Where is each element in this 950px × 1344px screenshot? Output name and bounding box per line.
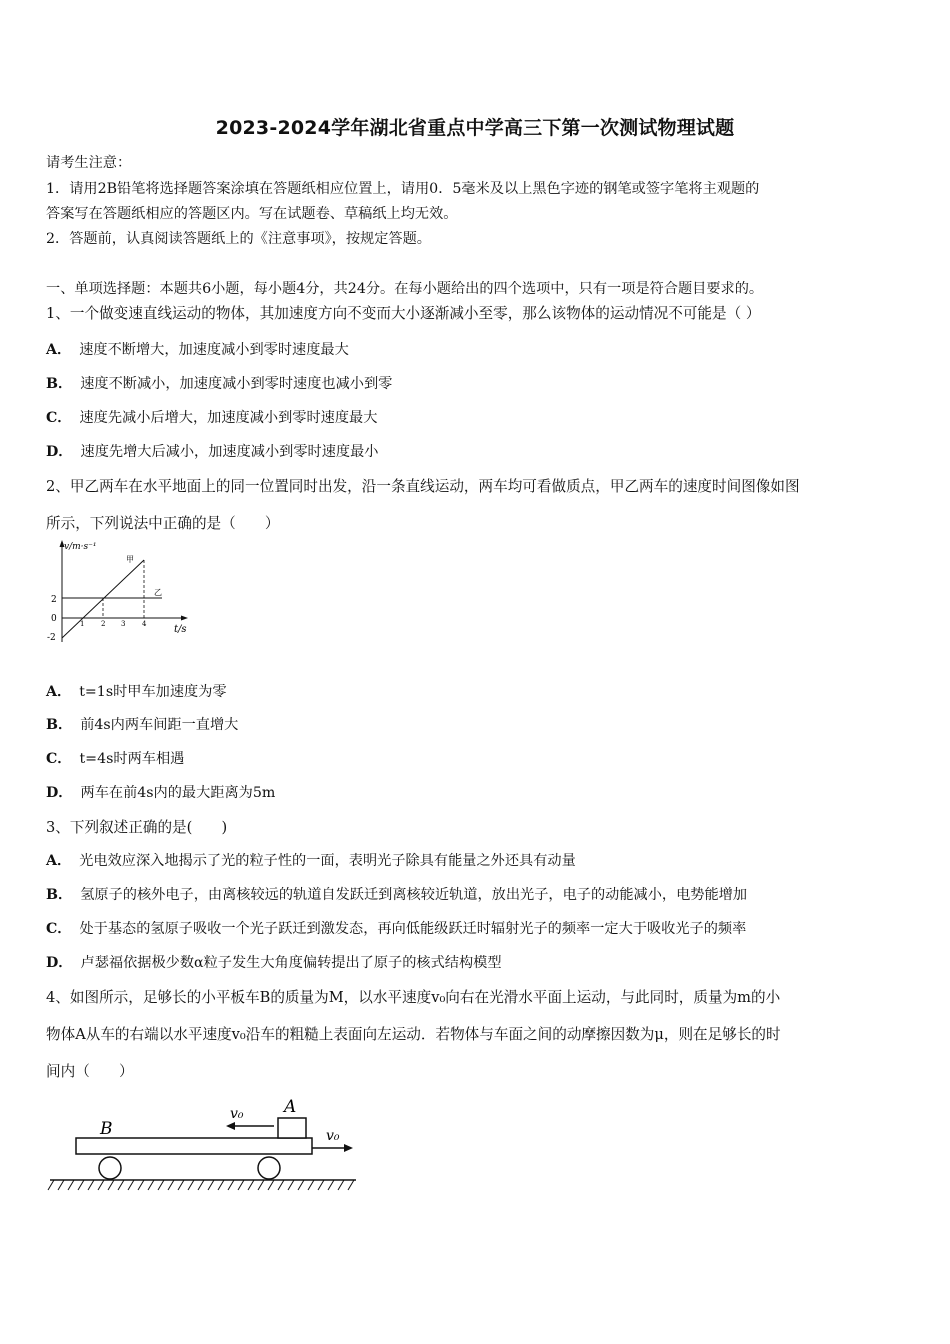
option-label: B．	[46, 887, 73, 903]
question-1-stem: 1、一个做变速直线运动的物体，其加速度方向不变而大小逐渐减小至零，那么该物体的运动情况不可能是（ ）	[46, 305, 761, 322]
option-label: D．	[46, 785, 73, 801]
cart-wheel-left	[99, 1157, 121, 1179]
option-text: 光电效应深入地揭示了光的粒子性的一面，表明光子除具有能量之外还具有动量	[79, 853, 576, 869]
notice-line-1: 1．请用2B铅笔将选择题答案涂填在答题纸相应位置上，请用0．5毫米及以上黑色字迹的钢笔或签字笔将主观题的	[46, 181, 760, 197]
question-4-stem-line-1: 4、如图所示，足够长的小平板车B的质量为M，以水平速度v₀向右在光滑水平面上运动，与此同时，质量为m的小	[46, 989, 781, 1006]
question-1-option-b	[46, 373, 392, 393]
cart-block-diagram	[44, 1090, 364, 1200]
option-text: 卢瑟福依据极少数α粒子发生大角度偏转提出了原子的核式结构模型	[80, 955, 502, 971]
question-1-option-c	[46, 407, 377, 427]
cart-wheel-right	[258, 1157, 280, 1179]
option-text: t=1s时甲车加速度为零	[79, 684, 227, 700]
question-4-stem-line-2: 物体A从车的右端以水平速度v₀沿车的粗糙上表面向左运动．若物体与车面之间的动摩擦因数为μ，则在足够长的时	[46, 1026, 781, 1043]
option-text: 速度先减小后增大，加速度减小到零时速度最大	[79, 410, 378, 426]
notice-heading: 请考生注意：	[46, 155, 132, 171]
label-b: B	[100, 1119, 113, 1139]
y-tick-neg2: -2	[47, 633, 56, 643]
question-2-option-a	[46, 681, 227, 701]
option-label: A．	[46, 853, 72, 869]
series-jia-label: 甲	[126, 555, 134, 564]
label-a: A	[284, 1097, 297, 1117]
t-axis-arrow	[181, 616, 188, 621]
label-v0-block: v₀	[230, 1106, 244, 1122]
option-label: A．	[46, 684, 72, 700]
option-text: 处于基态的氢原子吸收一个光子跃迁到激发态，再向低能级跃迁时辐射光子的频率一定大于吸收光子的频率	[79, 921, 747, 937]
question-3-option-a	[46, 850, 576, 870]
option-text: 速度先增大后减小，加速度减小到零时速度最小	[80, 444, 379, 460]
question-2-option-b	[46, 714, 238, 734]
ground-hatching	[48, 1180, 354, 1190]
option-text: 速度不断减小，加速度减小到零时速度也减小到零	[80, 376, 393, 392]
question-3-stem: 3、下列叙述正确的是( )	[46, 819, 228, 836]
option-label: A．	[46, 342, 72, 358]
option-text: 两车在前4s内的最大距离为5m	[80, 785, 276, 801]
option-label: C．	[46, 751, 72, 767]
arrow-left-head	[226, 1122, 235, 1130]
x-axis-label: t/s	[174, 624, 187, 635]
question-1-option-a	[46, 339, 349, 359]
y-tick-2: 2	[51, 595, 57, 605]
section-heading: 一、单项选择题：本题共6小题，每小题4分，共24分。在每小题给出的四个选项中，只有一项是符合题目要求的。	[46, 281, 764, 297]
block-a	[278, 1118, 306, 1138]
velocity-time-graph	[44, 536, 204, 648]
option-text: 氢原子的核外电子，由离核较远的轨道自发跃迁到离核较近轨道，放出光子，电子的动能减小，电势能增加	[80, 887, 748, 903]
question-2-option-c	[46, 748, 184, 768]
page-title: 2023-2024学年湖北省重点中学高三下第一次测试物理试题	[215, 117, 735, 139]
question-3-option-b	[46, 884, 747, 904]
question-2-stem-line-1: 2、甲乙两车在水平地面上的同一位置同时出发，沿一条直线运动，两车均可看做质点，甲乙两车的速度时间图像如图	[46, 478, 800, 495]
question-2-stem-line-2: 所示，下列说法中正确的是（ ）	[46, 515, 280, 532]
notice-line-2: 答案写在答题纸相应的答题区内。写在试题卷、草稿纸上均无效。	[46, 206, 458, 222]
question-1-option-d	[46, 441, 378, 461]
option-label: D．	[46, 955, 73, 971]
option-label: D．	[46, 444, 73, 460]
question-2-option-d	[46, 782, 275, 802]
option-label: C．	[46, 410, 72, 426]
option-label: C．	[46, 921, 72, 937]
option-text: 前4s内两车间距一直增大	[80, 717, 239, 733]
x-tick-3: 3	[121, 620, 126, 628]
question-3-option-c	[46, 918, 746, 938]
option-text: 速度不断增大，加速度减小到零时速度最大	[79, 342, 349, 358]
option-label: B．	[46, 376, 73, 392]
x-tick-2: 2	[101, 620, 106, 628]
cart-board-b	[76, 1138, 312, 1154]
label-v0-cart: v₀	[326, 1128, 340, 1144]
question-3-option-d	[46, 952, 502, 972]
y-tick-0: 0	[51, 614, 57, 624]
option-text: t=4s时两车相遇	[79, 751, 185, 767]
x-tick-4: 4	[142, 620, 147, 628]
notice-line-3: 2．答题前，认真阅读答题纸上的《注意事项》，按规定答题。	[46, 231, 431, 247]
y-axis-label: v/m·s⁻¹	[64, 542, 97, 552]
arrow-right-head	[344, 1144, 353, 1152]
series-yi-label: 乙	[154, 588, 162, 597]
question-4-stem-line-3: 间内（ ）	[46, 1063, 134, 1080]
x-tick-1: 1	[80, 620, 85, 628]
option-label: B．	[46, 717, 73, 733]
